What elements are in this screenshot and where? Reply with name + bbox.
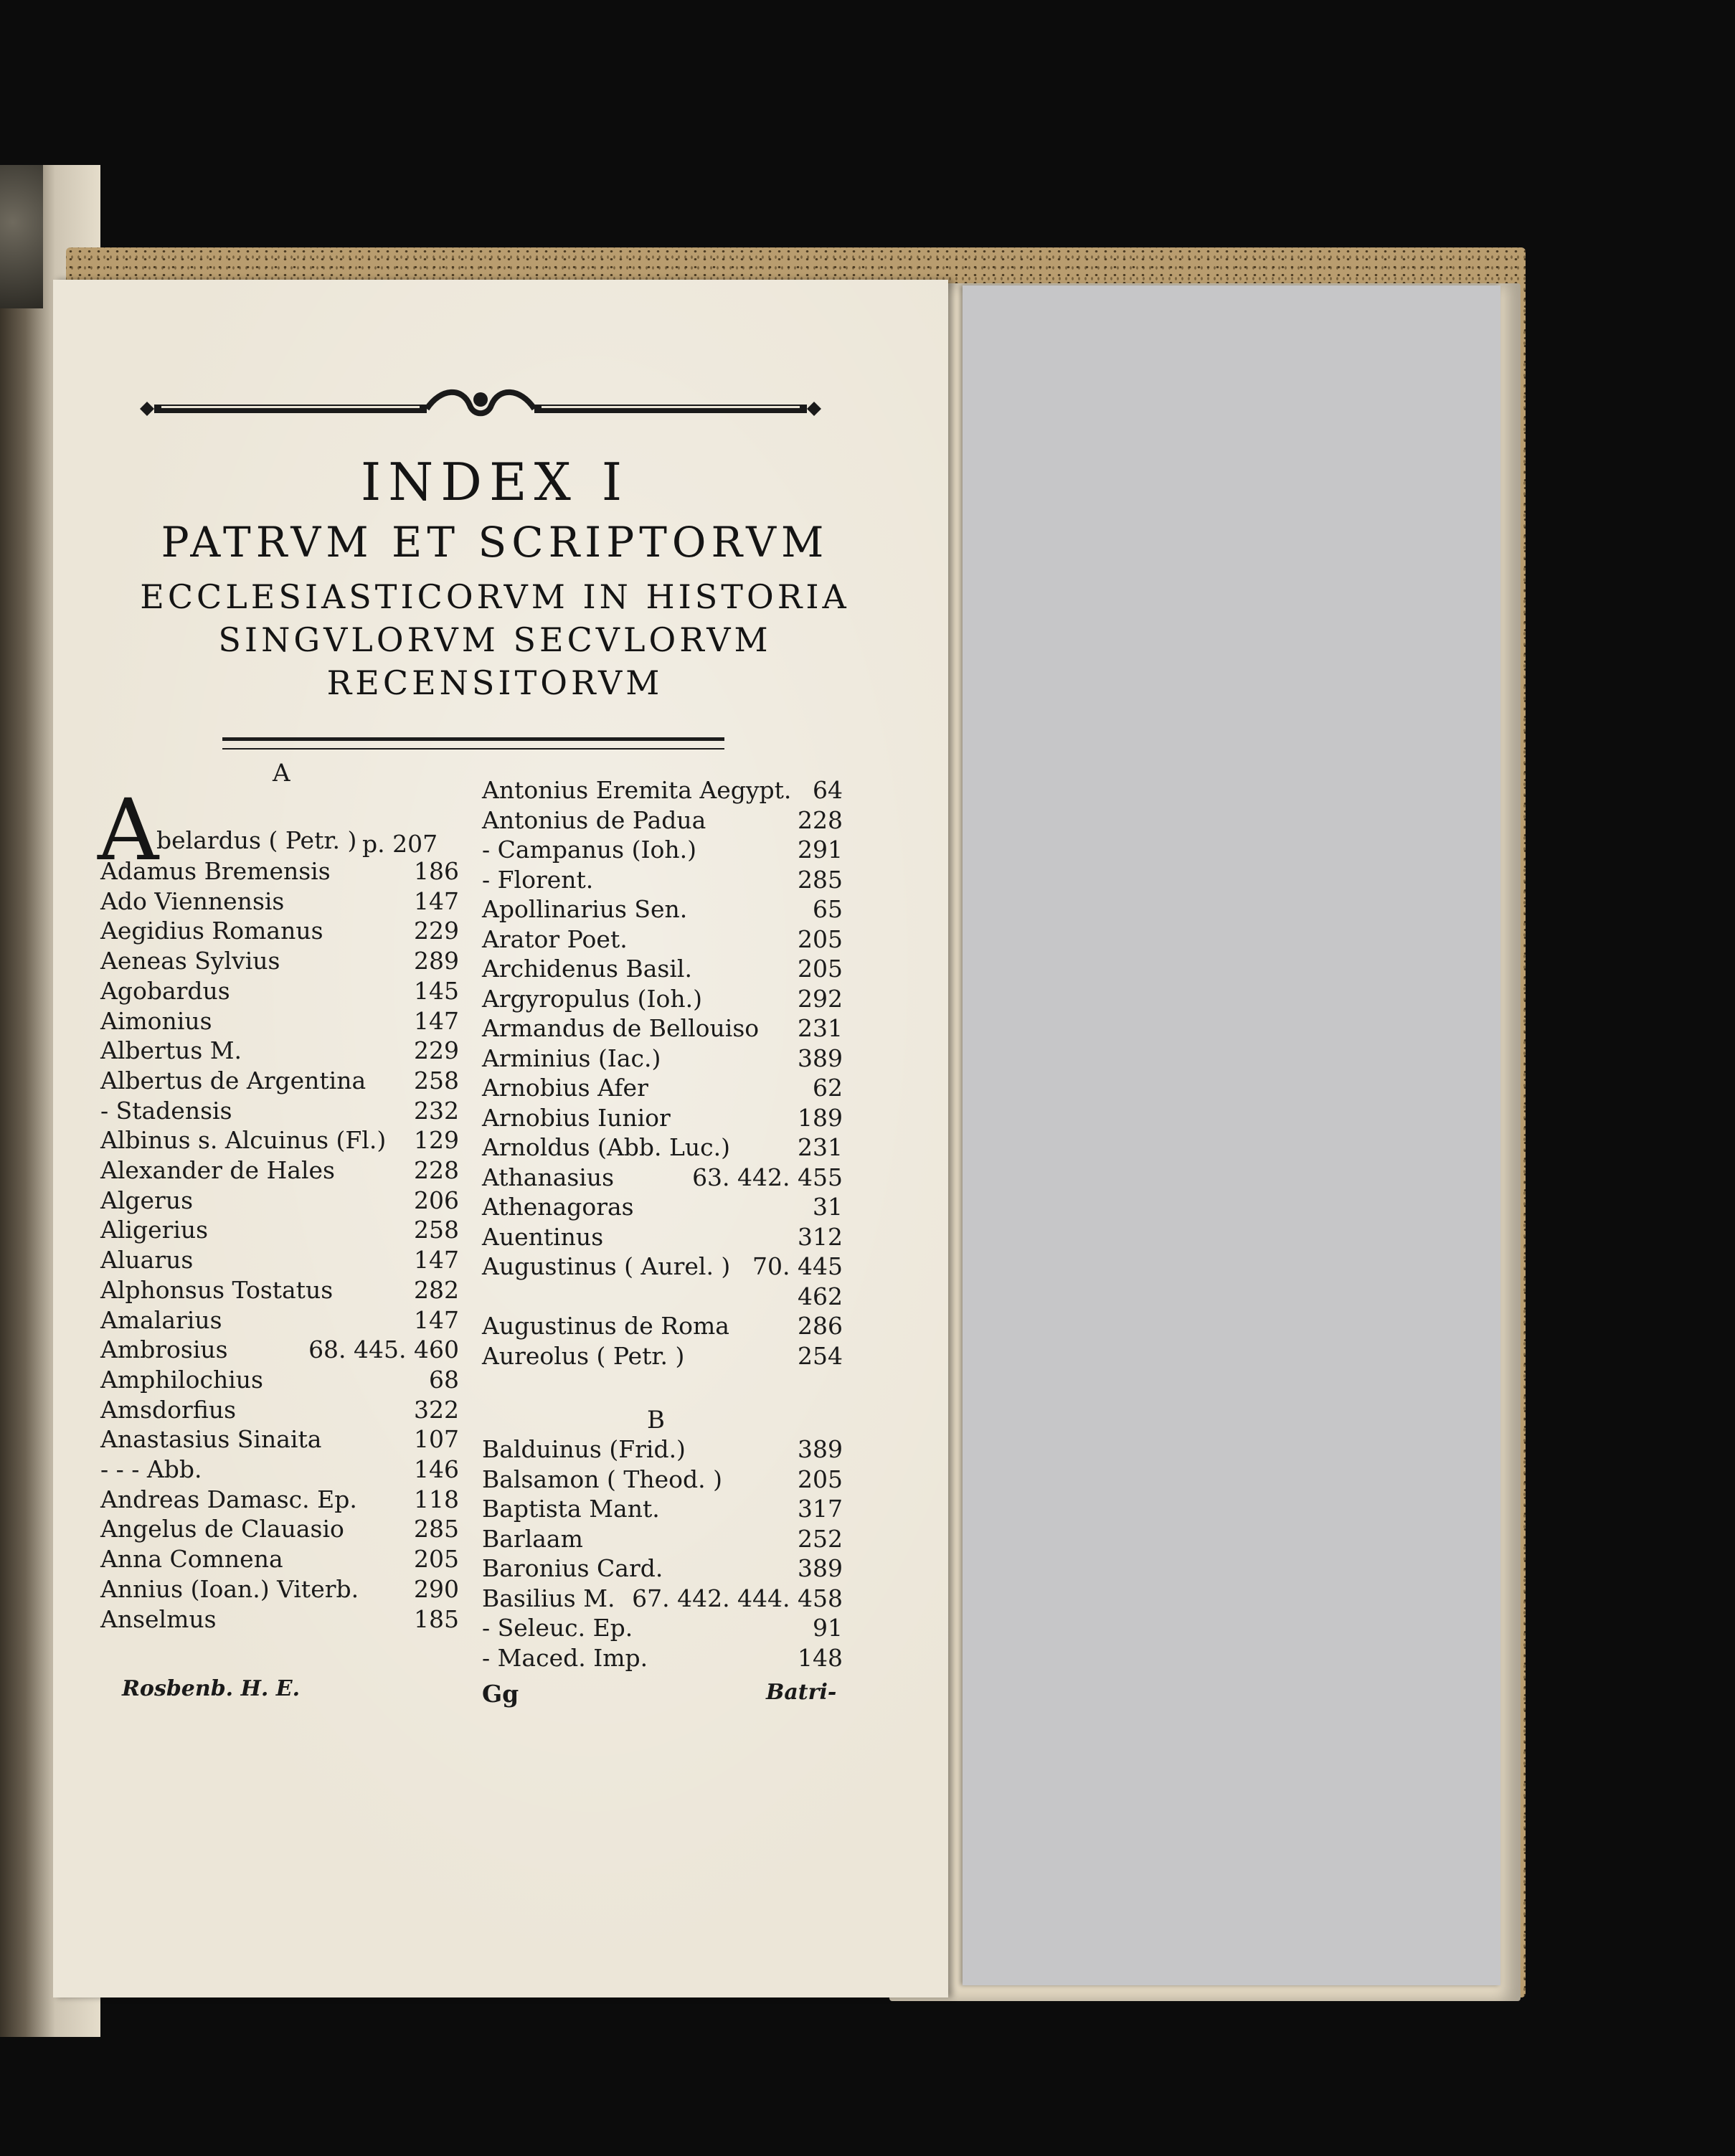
first-entry-page: p. 207 (362, 830, 438, 858)
index-entry-page: 186 (414, 857, 459, 885)
index-entry-page: 231 (798, 1014, 843, 1042)
index-entry-page: 63. 442. 455 (692, 1163, 843, 1191)
index-entry-page: 64 (813, 776, 843, 804)
index-entry-page: 229 (414, 1036, 459, 1065)
signature-mark: Gg (482, 1680, 519, 1708)
index-entry-name: Adamus Bremensis (100, 857, 331, 885)
index-entry-name: Andreas Damasc. Ep. (100, 1485, 357, 1513)
index-entry-page: 285 (414, 1515, 459, 1543)
index-entry-page: 289 (414, 947, 459, 975)
index-entry-page: 389 (798, 1554, 843, 1582)
index-entry-page: 312 (798, 1222, 843, 1251)
index-entry-name: Archidenus Basil. (482, 955, 692, 983)
index-entry-page: 229 (414, 917, 459, 945)
blank-flyleaf (963, 285, 1500, 1985)
index-entry-page: 147 (414, 1305, 459, 1334)
index-entry-name: Albinus s. Alcuinus (Fl.) (100, 1126, 387, 1155)
index-entry-page: 232 (414, 1096, 459, 1125)
index-entry-page: 389 (798, 1435, 843, 1463)
index-entry-page: 107 (414, 1425, 459, 1454)
index-entry-name: Aluarus (100, 1246, 194, 1275)
index-entry-name: Aligerius (100, 1216, 209, 1244)
index-entry-name: - - - Abb. (100, 1455, 202, 1483)
title-line-1: PATRVM ET SCRIPTORVM (161, 518, 829, 567)
index-entry-page: 205 (798, 955, 843, 983)
catchword-right: Batri- (766, 1680, 837, 1705)
index-entry-name: Ado Viennensis (100, 886, 285, 915)
index-entry-page: 286 (798, 1312, 843, 1340)
index-entry-page: 205 (414, 1545, 459, 1574)
title-line-3: SINGVLORVM SECVLORVM (218, 620, 772, 659)
book-spine-fragment (0, 165, 43, 308)
index-entry-name: Anastasius Sinaita (100, 1425, 322, 1454)
index-entry-page: 145 (414, 976, 459, 1005)
index-entry-name: Armandus de Bellouiso (482, 1014, 760, 1042)
index-entry-name: Albertus M. (100, 1036, 242, 1065)
index-entry-name: Algerus (100, 1186, 194, 1214)
index-entry-page: 91 (813, 1614, 843, 1642)
index-entry-name: Augustinus de Roma (482, 1312, 729, 1340)
section-letter-b: B (647, 1406, 665, 1434)
index-entry-page: 147 (414, 886, 459, 915)
index-entry-name: Basilius M. (482, 1584, 615, 1612)
index-entry-name: Alphonsus Tostatus (100, 1275, 334, 1304)
index-entry-name: Auentinus (482, 1222, 604, 1251)
index-entry-name: Alexander de Hales (100, 1156, 335, 1184)
index-entry-name: Apollinarius Sen. (482, 895, 688, 923)
index-entry-page: 65 (813, 895, 843, 923)
index-entry-page: 258 (414, 1066, 459, 1094)
index-entry-name: - Campanus (Ioh.) (482, 836, 696, 864)
title-line-2: ECCLESIASTICORVM IN HISTORIA (140, 577, 850, 616)
index-entry-name: Anselmus (100, 1604, 217, 1633)
index-entry-name: Aeneas Sylvius (100, 947, 280, 975)
index-entry-page: 31 (813, 1193, 843, 1221)
index-entry-name: Aimonius (100, 1006, 212, 1035)
index-entry-name: Arnobius Iunior (482, 1103, 671, 1132)
index-entry-name: Argyropulus (Ioh.) (482, 984, 703, 1013)
index-entry-page: 285 (798, 865, 843, 894)
title-rule (222, 737, 724, 750)
title-line-4: RECENSITORVM (326, 663, 663, 702)
index-entry-page: 228 (798, 805, 843, 834)
index-entry-name: - Florent. (482, 865, 594, 894)
index-entry-name: Albertus de Argentina (100, 1066, 367, 1094)
index-entry-name: Amphilochius (100, 1365, 263, 1394)
index-entry-page: 62 (813, 1074, 843, 1102)
index-entry-page: 389 (798, 1044, 843, 1072)
index-entry-page: 70. 445 (752, 1252, 843, 1280)
index-entry-page: 118 (414, 1485, 459, 1513)
index-entry-page: 147 (414, 1006, 459, 1035)
index-entry-page: 290 (414, 1574, 459, 1603)
index-entry-name: Ambrosius (100, 1335, 228, 1364)
index-entry-page: 189 (798, 1103, 843, 1132)
index-entry-page: 252 (798, 1524, 843, 1553)
index-entry-page: 317 (798, 1495, 843, 1523)
index-entry-page: 148 (798, 1643, 843, 1672)
index-title: INDEX I (360, 452, 630, 512)
index-entry-name: Arnobius Afer (482, 1074, 648, 1102)
index-entry-page: 67. 442. 444. 458 (632, 1584, 843, 1612)
ornament-headpiece (133, 384, 828, 434)
index-entry-page: 185 (414, 1604, 459, 1633)
index-entry-name: Baronius Card. (482, 1554, 663, 1582)
index-entry-name: Arnoldus (Abb. Luc.) (482, 1133, 731, 1161)
index-entry-page: 258 (414, 1216, 459, 1244)
index-entry-name: Amalarius (100, 1305, 222, 1334)
index-entry-page: 146 (414, 1455, 459, 1483)
index-entry-page: 147 (414, 1246, 459, 1275)
index-entry-name: Athenagoras (482, 1193, 634, 1221)
index-entry-name: Aureolus ( Petr. ) (482, 1341, 685, 1370)
index-entry-page: 231 (798, 1133, 843, 1161)
index-entry-name: Anna Comnena (100, 1545, 283, 1574)
section-letter-a: A (273, 759, 290, 788)
index-entry-page: 68. 445. 460 (308, 1335, 459, 1364)
index-entry-page: 292 (798, 984, 843, 1013)
index-entry-page: 205 (798, 1465, 843, 1493)
index-entry-page: 129 (414, 1126, 459, 1155)
index-entry-page: 291 (798, 836, 843, 864)
catchword-left: Rosbenb. H. E. (122, 1676, 301, 1701)
index-entry-name: - Maced. Imp. (482, 1643, 648, 1672)
index-entry-name: Agobardus (100, 976, 230, 1005)
index-entry-page: 282 (414, 1275, 459, 1304)
index-entry-name: Augustinus ( Aurel. ) (482, 1252, 731, 1280)
index-entry-page: 462 (798, 1282, 843, 1310)
index-entry-name: Balduinus (Frid.) (482, 1435, 686, 1463)
drop-capital: A (98, 780, 159, 879)
index-entry-name: Barlaam (482, 1524, 583, 1553)
index-entry-name: Angelus de Clauasio (100, 1515, 344, 1543)
index-entry-name: Amsdorfius (100, 1395, 237, 1424)
index-entry-name: Aegidius Romanus (100, 917, 323, 945)
index-entry-page: 205 (798, 925, 843, 953)
index-entry-page: 228 (414, 1156, 459, 1184)
index-entry-name: - Stadensis (100, 1096, 232, 1125)
index-entry-page: 68 (429, 1365, 459, 1394)
index-entry-name: Antonius de Padua (482, 805, 706, 834)
index-entry-name: - Seleuc. Ep. (482, 1614, 633, 1642)
index-entry-name: Antonius Eremita Aegypt. (482, 776, 792, 804)
index-entry-name: Arminius (Iac.) (482, 1044, 661, 1072)
index-entry-page: 322 (414, 1395, 459, 1424)
first-entry-name: belardus ( Petr. ) (156, 826, 357, 854)
index-entry-name: Arator Poet. (482, 925, 628, 953)
index-entry-page: 206 (414, 1186, 459, 1214)
index-entry-name: Athanasius (482, 1163, 615, 1191)
index-entry-name: Annius (Ioan.) Viterb. (100, 1574, 359, 1603)
index-entry-name: Baptista Mant. (482, 1495, 660, 1523)
index-entry-page: 254 (798, 1341, 843, 1370)
index-entry-name: Balsamon ( Theod. ) (482, 1465, 722, 1493)
